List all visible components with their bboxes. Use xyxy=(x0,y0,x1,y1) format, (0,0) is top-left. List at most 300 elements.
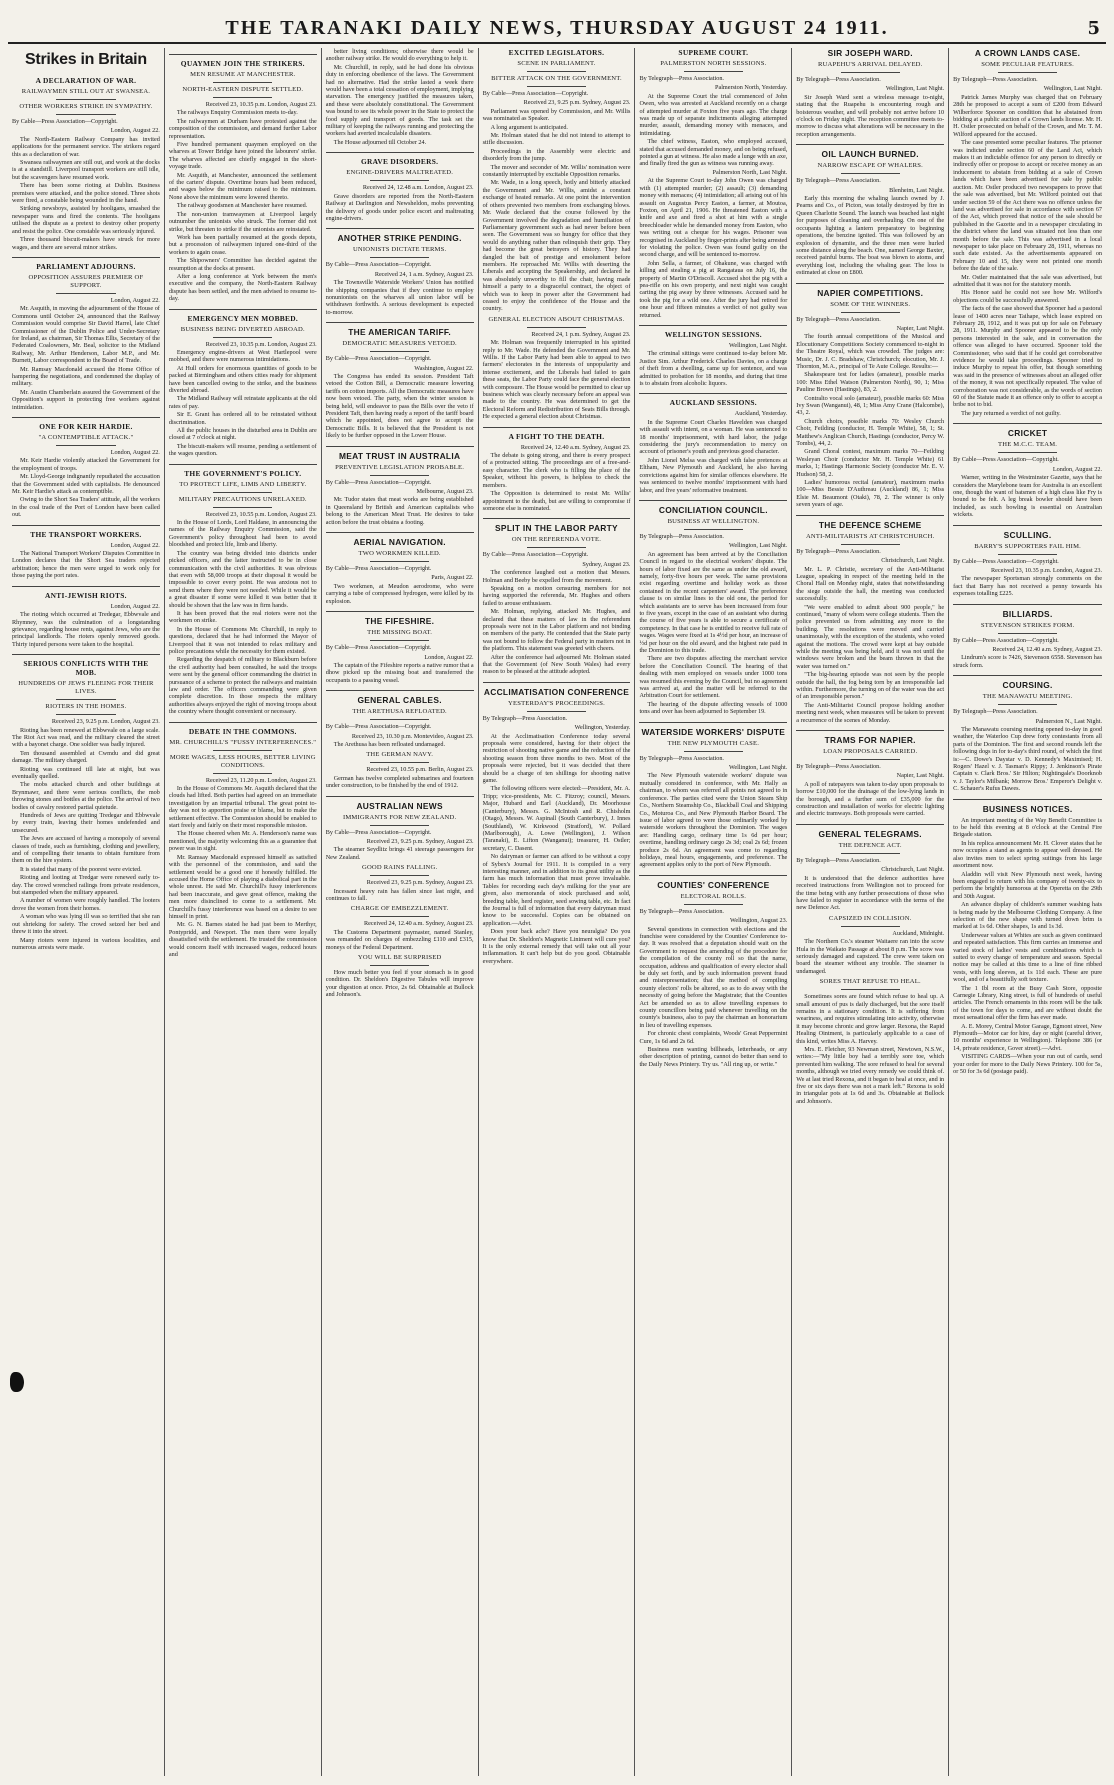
article-headline: BUSINESS NOTICES. xyxy=(953,799,1102,814)
article-headline: BILLIARDS. xyxy=(953,604,1102,619)
article-subhead: ENGINE-DRIVERS MALTREATED. xyxy=(346,169,454,177)
article-body xyxy=(953,726,1102,793)
article-paragraph: Ten thousand assembled at Cwmdu and did great damage. The military charged. xyxy=(12,749,160,765)
article-paragraph: For chronic chest complaints, Woods' Great Peppermint Cure, 1s 6d and 2s 6d. xyxy=(639,1030,788,1045)
article-columns xyxy=(8,48,1106,1776)
masthead-title: THE TARANAKI DAILY NEWS, THURSDAY AUGUST 24 1911. xyxy=(225,16,889,39)
article-paragraph: "The big-hearing episode was not seen by the people outside the hall, the fog being torn by an irresponsible lad within. Furthermore, the turning on of the water was the act of an irresponsible person." xyxy=(796,671,945,701)
subhead-rule xyxy=(370,475,429,476)
article-body xyxy=(639,177,787,319)
article-subhead: ELECTORAL ROLLS. xyxy=(680,892,747,900)
article-dateline: Received 23, 10.30 p.m. Montevideo, August 23. xyxy=(351,732,474,740)
article-subhead: GOOD RAINS FALLING. xyxy=(362,864,438,872)
article-subhead: YOU WILL BE SURPRISED xyxy=(357,954,442,962)
article-byline: By Telegraph—Press Association. xyxy=(639,907,724,915)
article-paragraph: The Shipowners' Committee has decided against the resumption at the docks at present. xyxy=(168,257,317,272)
article-dateline: Received 24, 12.40 a.m. Sydney, August 23. xyxy=(992,645,1103,653)
article-dateline: Christchurch, Last Night. xyxy=(881,557,945,565)
subhead-rule xyxy=(56,114,115,115)
article-paragraph: His Honor said he could not see how Mr. Wilford's objections could be successfully answered. xyxy=(953,289,1103,304)
article-body xyxy=(169,519,317,716)
article-subhead: GENERAL ELECTION ABOUT CHRISTMAS. xyxy=(488,315,625,323)
article-byline: By Cable—Press Association—Copyright. xyxy=(953,456,1059,464)
article-paragraph: The criminal sittings were continued to-day before Mr. Justice Sim. Arthur Frederick Charles Davies, on a charge of theft from a dwelling, came up for sentence, and was admitted to probation for 18 months, and during that time is to abstain from alcoholic liquors. xyxy=(639,350,788,388)
article-dateline: Wellington, August 23. xyxy=(730,917,788,925)
article-dateline: Received 24, 12.40 a.m. Sydney, August 23. xyxy=(520,443,631,451)
article-body xyxy=(12,611,160,648)
subhead-rule xyxy=(527,547,586,548)
article-byline: By Cable—Press Association—Copyright. xyxy=(482,551,589,559)
article-subhead: MILITARY PRECAUTIONS UNRELAXED. xyxy=(178,495,307,503)
article-paragraph: It has been proved that the real rioters were not the workmen on strike. xyxy=(168,609,317,625)
article-dateline: Palmerston North, Last Night. xyxy=(712,168,788,176)
article-dateline: Received 23, 10.35 p.m. London, August 23. xyxy=(205,101,317,108)
article-headline: GRAVE DISORDERS. xyxy=(326,152,474,166)
article-subhead: RAILWAYMEN STILL OUT AT SWANSEA. xyxy=(21,88,151,95)
article-headline: PARLIAMENT ADJOURNS. xyxy=(12,257,160,271)
article-subhead: UNIONISTS DICTATE TERMS. xyxy=(352,246,447,254)
subhead-rule xyxy=(56,699,115,700)
article-subhead: BARRY'S SUPPORTERS FAIL HIM. xyxy=(974,542,1081,550)
column-6 xyxy=(792,48,949,1776)
subhead-rule xyxy=(213,337,272,338)
article-dateline: Received 24, 12.48 a.m. London, August 23. xyxy=(362,184,474,192)
subhead-rule xyxy=(527,327,586,328)
article-dateline: Received 24, 12.40 a.m. Sydney, August 23. xyxy=(363,920,474,928)
article-headline: THE AMERICAN TARIFF. xyxy=(326,322,474,337)
article-paragraph: Owing to the Short Sea Traders' attitude, all the workers in the coal trade of the Port of London have been called out. xyxy=(12,496,160,519)
article-body xyxy=(639,551,787,716)
article-paragraph: The 1 Ibl room at the Busy Cash Store, opposite Carnegie Library, King street, is full of hundreds of useful articles. The French ornaments in this room will be the talk of the town for days to come, and are without doubt the most sensational offer the firm has ever made. xyxy=(953,984,1103,1022)
article-paragraph: The Manawatu coursing meeting opened to-day in good weather, the Waterloo Cup drew forty contestants from all parts of the Dominion. The first and second rounds left the following dogs in for to-day's third round, of which the first is:—C. Dowe's Daystar v. D. Kennedy's Maximised; H. Rogers' Hazel v. J. Tasman's Rippy; J. Jenkinson's Pirate Captain v. Clark Bros.' Sir Hilton; Nightingale's Doorknob v. J. Taylor's Milbank; Morrow Bros.' Emperor's Delight v. C. Schauer's Rufus Dawes. xyxy=(953,726,1103,793)
article-subhead: LOAN PROPOSALS CARRIED. xyxy=(823,748,918,756)
article-headline: ONE FOR KEIR HARDIE. xyxy=(12,417,160,431)
article-headline: ACCLIMATISATION CONFERENCE xyxy=(483,682,631,697)
article-subhead: NARROW ESCAPE OF WHALERS. xyxy=(817,162,923,170)
article-paragraph: The Congress has ended its session. President Taft vetoed the Cotton Bill, a Democratic measure lowering tariffs on cotton imports. All the Democratic measures have now been vetoed. The party, when the winter session is being held, will endeavor to pass the Bills over the veto if President Taft, then having ready a report of the tariff board which he appointed, does not agree to accept the Democratic Bills. It is believed that the President is not likely to be further opposed in the Lower House. xyxy=(325,372,474,440)
article-paragraph: Grave disorders are reported from the North-Eastern Railway at Darlington and Newsheldon, mobs preventing the delivery of goods under police escort and maltreating engine-drivers. xyxy=(325,192,474,222)
subhead-rule xyxy=(370,257,429,258)
article-paragraph: Many rioters were injured in various localities, and numerous arrests were made. xyxy=(12,936,160,951)
article-headline: SIR JOSEPH WARD. xyxy=(827,48,913,58)
article-body xyxy=(169,785,317,958)
subhead-rule xyxy=(841,312,900,313)
page-number: 5 xyxy=(1087,18,1100,39)
article-paragraph: Mr. Asquith, at Manchester, announced the settlement of the carters' dispute. Overtime hours had been reduced, and wages below the minimum raised to the minimum. None above the minimum were lowered thereto. xyxy=(168,171,317,201)
article-paragraph: Striking newsboys, assisted by hooligans, smashed the newspaper vans and fired the contents. The hooligans utilised the dispute as a pretext to destroy other property and resist the police. One constable was seriously injured. xyxy=(12,205,160,235)
article-paragraph: Mr. Lloyd-George indignantly repudiated the accusation that the Government sided with capitalists. He denounced Mr. Keir Hardie's attack as contemptible. xyxy=(12,473,160,496)
article-headline: CONCILIATION COUNCIL. xyxy=(639,500,787,515)
subhead-rule xyxy=(370,916,429,917)
article-dateline: Washington, August 22. xyxy=(414,364,474,372)
article-paragraph: The Opposition is determined to resist Mr. Willis' appointment to the death, but are willing to compromise if someone else is nominated. xyxy=(482,490,631,512)
subhead-rule xyxy=(684,529,743,530)
article-byline: By Telegraph—Press Association. xyxy=(796,547,881,555)
article-paragraph: The Jews are accused of having a monopoly of several classes of trade, such as furnishing, clothing and jewellery, and of compelling their tenants to obtain furniture from them on the hire system. xyxy=(12,835,160,865)
column-banner: Strikes in Britain xyxy=(25,51,147,68)
article-headline: DEBATE IN THE COMMONS. xyxy=(169,722,317,736)
article-dateline: London, August 22. xyxy=(110,541,160,549)
article-paragraph: Shakespeare test for ladies (amateur), possible marks 100: Miss Ethel Watson (Palmerston North), 90, 1; Miss Pauline Brown (Hastings), 83, 2. xyxy=(796,371,945,394)
article-paragraph: The Midland Railway will reinstate applicants at the old rates of pay. xyxy=(168,395,317,410)
article-paragraph: The conference laughed out a motion that Messrs. Holman and Beeby be expelled from the movement. xyxy=(482,569,631,584)
article-byline: By Telegraph—Press Association. xyxy=(796,763,881,771)
column-7 xyxy=(949,48,1106,1776)
article-dateline: Palmerston N., Last Night. xyxy=(1035,717,1103,725)
article-paragraph: Warner, writing in the Westminster Gazette, says that he considers the Marylebone team for Australia is an excellent one, though the want of batsmen of a high class like Fry is bound to be felt. A leg break bowler should have been included, as such bowling is essential on Australian wickets. xyxy=(953,474,1103,519)
article-paragraph: Church choirs, possible marks 70: Wesley Church Choir, Feilding (conductor, H. Temple White), 58, 1; St. Matthew's Anglican Church, Hastings (conductor, Percy W. Tombs), 44, 2. xyxy=(796,417,945,448)
subhead-rule xyxy=(527,711,586,712)
subhead-rule xyxy=(213,507,272,508)
article-paragraph: A. E. Morey, Central Motor Garage, Egmont street, New Plymouth—Motor car for hire, day or night (careful driver, 10 months' experience in Wellington). Telephone 386 (or 14, private residence, Gover street).—Advt. xyxy=(953,1022,1103,1052)
article-paragraph: Aladdin will visit New Plymouth next week, having been engaged to return with his company of twenty-six to perform the brightly humorous at the Operetta on the 29th and 30th August. xyxy=(953,870,1103,900)
article-paragraph: The National Transport Workers' Disputes Committee in London declares that the Short Sea traders rejected arbitration; hence the men were urged to work only for those paying the port rates. xyxy=(12,550,160,580)
article-subhead: SOME OF THE WINNERS. xyxy=(830,300,911,308)
article-dateline: Wellington, Last Night. xyxy=(729,764,788,772)
article-subhead: DEMOCRATIC MEASURES VETOED. xyxy=(342,340,457,348)
subhead-rule xyxy=(370,351,429,352)
article-byline: By Cable—Press Association—Copyright. xyxy=(482,90,589,97)
column-2 xyxy=(165,48,322,1776)
article-dateline: Wellington, Last Night. xyxy=(885,85,945,93)
article-byline: By Cable—Press Association—Copyright. xyxy=(325,565,432,573)
article-byline: By Telegraph—Press Association. xyxy=(796,315,881,323)
article-paragraph: The case presented some peculiar features. The prisoner was indicted under section 60 of the Land Act, which makes it an indictable offence for any person to directly or indirectly offer or propose to accept or receive money as an inducement to abstain from bidding at a sale of Crown lands which have been advertised for sale by public auction. Mr. Ostler produced two newspapers to prove that the sale was advertised, but Mr. Wilford pointed out that under section 59 of the Act there was no offence unless the land was advertised for sale in accordance with section 67 of the Act, which proved that notice of the sale should be published in the Gazette and in a newspaper circulating in the district where the land was situated not less than one month before the sale. This was advertised in a local newspaper to take place on February 28, 1911, whereas no such date existed. As the advertisements appeared on February 10 and 15, they were not printed one month before the date of the sale. xyxy=(953,139,1103,273)
article-subhead: THE MANAWATU MEETING. xyxy=(982,693,1073,701)
article-byline: By Cable—Press Association—Copyright. xyxy=(953,557,1059,565)
article-paragraph: The House adjourned till October 24. xyxy=(333,138,427,146)
article-paragraph: Mr. L. P. Christie, secretary of the Anti-Militarist League, speaking in respect of the meeting held in the Choral Hall on Monday night, states that notwithstanding the siege outside the hall, the meeting was conducted successfully. xyxy=(796,565,945,603)
article-body xyxy=(483,108,631,313)
article-body xyxy=(796,566,944,725)
article-subhead: SCENE IN PARLIAMENT. xyxy=(517,60,596,67)
article-paragraph: A woman who was lying ill was so terrified that she ran out shrieking for safety. The crowd seized her bed and threw it into the street. xyxy=(12,913,160,936)
article-headline: WATERSIDE WORKERS' DISPUTE xyxy=(639,722,787,737)
article-subhead: "A CONTEMPTIBLE ATTACK." xyxy=(38,434,134,441)
article-paragraph: All the public houses in the disturbed area in Dublin are closed at 7 o'clock at night. xyxy=(168,427,317,442)
article-subhead: THE MISSING BOAT. xyxy=(367,629,433,637)
article-paragraph: Incessant heavy rain has fallen since last night, and continues to fall. xyxy=(325,887,474,902)
article-byline: By Cable—Press Association—Copyright. xyxy=(325,478,432,486)
article-paragraph: It is understood that the defence authorities have received instructions from Wellington not to proceed for the time being with any further prosecutions of those who have failed to register in accordance with the terms of the new Defence Act. xyxy=(796,874,945,912)
article-headline: OIL LAUNCH BURNED. xyxy=(796,144,944,159)
article-paragraph: Sir E. Grant has ordered all to be reinstated without discrimination. xyxy=(168,411,317,426)
article-paragraph: Rioting was continued till late at night, but was eventually quelled. xyxy=(12,765,160,780)
article-headline: EMERGENCY MEN MOBBED. xyxy=(169,309,317,323)
article-paragraph: The Townsville Waterside Workers' Union has notified the shipping companies that if they continue to employ nonunionists on the wharves all union labor will be withdrawn forthwith. A serious development is expected to-morrow. xyxy=(325,279,474,316)
subhead-rule xyxy=(370,561,429,562)
article-subhead: OTHER WORKERS STRIKE IN SYMPATHY. xyxy=(19,103,153,110)
article-body xyxy=(796,875,944,912)
article-paragraph: Early this morning the whaling launch owned by J. Pearns and Co., of Picton, was totally destroyed by fire in Queen Charlotte Sound. The launch was beached last night for purposes of cleaning and overhauling. On one of the occupants lighting a lantern preparatory to beginning operations, the benzine ignited. This was followed by an explosion of dynamite, and the three men were hurled some distance along the beach. One, named George Baxter, received painful burns. The boat was blown to atoms, and everything lost, including the whaling gear. The loss is estimated at close on £800. xyxy=(796,195,945,277)
article-dateline: Received 23, 10.55 p.m. London, August 23. xyxy=(205,510,317,518)
article-body xyxy=(483,452,631,512)
article-subhead: SORES THAT REFUSE TO HEAL. xyxy=(819,978,921,986)
article-headline: ANOTHER STRIKE PENDING. xyxy=(326,228,474,243)
article-paragraph: An advance display of children's summer washing hats is being made by the Melbourne Clothing Company. A fine selection of the new shape with turned down brim is marked at 1s 6d. Other shapes, 1s and 1s 3d. xyxy=(953,901,1103,931)
article-body xyxy=(796,333,944,508)
article-paragraph: Mr. Tudor states that meat works are being established in Queensland by British and American capitalists who belong to the American Meat Trust. He desires to take action before the trust obtains a footing. xyxy=(325,496,474,526)
article-headline: SUPREME COURT. xyxy=(678,48,749,57)
article-paragraph: After a long conference at York between the men's executive and the company, the North-Eastern Railway dispute has been settled, and the men advised to resume to-day. xyxy=(168,272,317,303)
subhead-rule xyxy=(370,825,429,826)
article-byline: By Telegraph—Press Association. xyxy=(639,532,724,540)
article-paragraph: The jury returned a verdict of not guilty. xyxy=(961,409,1061,417)
article-headline: A DECLARATION OF WAR. xyxy=(35,76,137,85)
article-paragraph: In the House of Commons Mr. Churchill, in reply to questions, declared that he had informed the Mayor of Liverpool that it was not intended to relax military and police precautions while the necessity for them existed. xyxy=(168,625,317,655)
article-paragraph: Mr. Holman stated that he did not intend to attempt to stifle discussion. xyxy=(482,132,631,147)
article-body xyxy=(12,457,160,518)
article-paragraph: It is stated that many of the poorest were evicted. xyxy=(20,865,142,873)
article-paragraph: VISITING CARDS—When your run out of cards, send your order for more to the Daily News Printery. 100 for 5s, or 50 for 3s 6d (postage paid). xyxy=(953,1053,1103,1076)
subhead-rule xyxy=(684,904,743,905)
article-paragraph: Mr. Keir Hardie violently attacked the Government for the employment of troops. xyxy=(12,457,160,472)
subhead-rule xyxy=(56,293,115,294)
subhead-rule xyxy=(370,762,429,763)
article-paragraph: The railwaymen at Durham have protested against the composition of the commission, and demand further Labor representation. xyxy=(168,117,317,140)
article-paragraph: The House cheered when Mr. A. Henderson's name was mentioned, the majority welcoming this as a guarantee that power was in sight. xyxy=(168,830,317,853)
subhead-rule xyxy=(213,82,272,83)
article-paragraph: Grand Choral contest, maximum marks 70—Feilding Wesleyan Choir (conductor Mr. H. Temple White) 61 marks, 1; Hastings Harmonic Society (conductor Mr. E. V. Hudson) 58, 2. xyxy=(796,448,945,478)
article-subhead: ON THE REFERENDA VOTE. xyxy=(511,536,602,544)
article-paragraph: The fourth annual competitions of the Musical and Elocutionary Competitions Society commenced to-night in the Theatre Royal, which was crowded. The judges are: Music, Dr. J. C. Bradshaw, Christchurch; elocution, Mr. J. Thornton, M.A., principal of Te Aute College. Results:— xyxy=(796,333,945,370)
article-headline: SPLIT IN THE LABOR PARTY xyxy=(483,518,631,533)
article-paragraph: After the conference had adjourned Mr. Holman stated that the Government (of New South Wales) had every reason to be pleased at the attitude adopted. xyxy=(482,653,631,676)
article-paragraph: Mr. Holman was frequently interrupted in his spirited reply to Mr. Wade. He defended the Government and Mr. Willis. If the Labor Party had been able to appeal to two farmers' electorates in the interests of unpopularity and intense excitement, and the Liberals had failed to gain these seats, the Labor Party could face the general election with composure. The House would be permitted to clear up business which was clearly necessary before an appeal was made to the country. He was determined to get the Electoral Reform and Redistribution of Seats Bills through. He expected a general election about Christmas. xyxy=(482,339,631,421)
article-dateline: Napier, Last Night. xyxy=(896,324,945,332)
article-subhead: THE GERMAN NAVY. xyxy=(366,751,434,759)
article-paragraph: In his replica announcement Mr. H. Clover states that he now occupies a stand as agents to appear well dressed. He also invites men to select spring suitings from his large assortment now. xyxy=(953,839,1103,870)
subhead-rule xyxy=(998,554,1058,555)
article-headline: SERIOUS CONFLICTS WITH THE MOB. xyxy=(12,654,160,677)
article-body xyxy=(326,775,474,790)
article-dateline: Auckland, Midnight. xyxy=(892,929,945,937)
article-paragraph: Emergency engine-drivers at West Hartlepool were mobbed, and there were numerous intimidations. xyxy=(168,348,317,364)
article-byline: By Telegraph—Press Association. xyxy=(953,76,1038,83)
article-body xyxy=(326,969,474,999)
article-subhead: THE NEW PLYMOUTH CASE. xyxy=(667,739,760,747)
article-paragraph: John Sella, a farmer, of Ohakune, was charged with killing and stealing a pig at Rangataua on July 16, the property of Martin O'Driscoll. Accused shot the pig with a pea-rifle on his own property, and next night was caught carting the pig away by three witnesses. Accused said he took the pig for a wild one. After the jury had retired for one hour and fifteen minutes a verdict of not guilty was returned. xyxy=(639,259,788,319)
article-subhead: BUSINESS AT WELLINGTON. xyxy=(667,517,760,525)
subhead-rule xyxy=(841,926,900,927)
article-paragraph: Ladies' humorous recital (amateur), maximum marks 100—Miss Bessie D'Authreau (Auckland) 86, 1; Miss Elsie M. Beaumont (Otaki), 78, 2. The winner is only seven years of age. xyxy=(796,479,945,509)
article-subhead: THE M.C.C. TEAM. xyxy=(998,441,1058,449)
article-subhead: IMMIGRANTS FOR NEW ZEALAND. xyxy=(342,813,457,821)
article-headline: WELLINGTON SESSIONS. xyxy=(639,325,787,339)
subhead-rule xyxy=(684,71,743,72)
article-subhead: RIOTERS IN THE HOMES. xyxy=(45,703,127,711)
article-byline: By Cable—Press Association—Copyright. xyxy=(325,723,432,731)
article-body xyxy=(953,575,1102,597)
article-dateline: Received 23, 10.35 p.m. London, August 23. xyxy=(205,340,317,348)
article-headline: THE GOVERNMENT'S POLICY. xyxy=(169,464,317,478)
article-subhead: PREVENTIVE LEGISLATION PROBABLE. xyxy=(335,463,465,471)
article-headline: EXCITED LEGISLATORS. xyxy=(508,48,605,57)
subhead-rule xyxy=(56,714,115,715)
article-paragraph: A number of women were roughly handled. The looters drove the women from their homes. xyxy=(12,897,160,912)
column-1 xyxy=(8,48,165,1776)
article-dateline: Blenheim, Last Night. xyxy=(889,186,945,194)
subhead-rule xyxy=(841,759,900,760)
article-byline: By Cable—Press Association—Copyright. xyxy=(12,118,118,125)
article-paragraph: Does your back ache? Have you neuralgia? Do you know that Dr. Sheldon's Magnetic Liniment will cure you? It is the only external remedy that will take out all your inflammation. It can't help but do you good. Obtainable everywhere. xyxy=(482,928,631,965)
article-body xyxy=(12,136,160,251)
article-headline: SCULLING. xyxy=(953,525,1102,540)
article-byline: By Telegraph—Press Association. xyxy=(796,76,881,83)
article-paragraph: Three thousand biscuit-makers have struck for more wages, and there are several minor strikes. xyxy=(12,236,160,251)
article-subhead: NORTH-EASTERN DISPUTE SETTLED. xyxy=(182,86,304,93)
article-byline: By Telegraph—Press Association. xyxy=(796,856,881,864)
subhead-rule xyxy=(527,86,586,87)
article-dateline: Received 24, 1 p.m. Sydney, August 23. xyxy=(531,330,631,338)
article-paragraph: The steamer Seydlitz brings 41 steerage passengers for New Zealand. xyxy=(325,846,474,861)
article-dateline: Wellington, Last Night. xyxy=(729,542,788,550)
article-paragraph: Mr. Ostler maintained that the sale was advertised, but admitted that it was not for the statutory month. xyxy=(953,273,1103,288)
article-body xyxy=(326,846,474,861)
article-byline: By Cable—Press Association—Copyright. xyxy=(325,355,432,363)
article-paragraph: Rioting and looting at Tredgar were renewed early to-day. The crowd wrenched railings from private residences, but stampeded when the military appeared. xyxy=(12,874,160,897)
subhead-rule xyxy=(56,445,115,446)
article-dateline: London, August 22. xyxy=(110,127,160,135)
article-subhead: CHARGE OF EMBEZZLEMENT. xyxy=(350,905,449,913)
subhead-rule xyxy=(841,72,900,73)
masthead xyxy=(8,14,1106,44)
article-paragraph: Mr. Churchill, in reply, said he had done his obvious duty in enforcing obedience of the laws. The Government had no alternative. Had the strike lasted a week there would have been a total cessation of employment, implying starvation. The emergency justified the measures taken, and these were absolutely constitutional. The Government was bound to see its whole power in the State to protect the food supply and transport of goods. The task set the military of keeping the railways running and protecting the workers had averted incalculable disasters. xyxy=(325,63,474,138)
article-paragraph: In the House of Lords, Lord Haldane, in announcing the names of the Railway Enquiry Commission, said the Government's policy throughout had been to avoid bloodshed and protect life, limb and liberty. xyxy=(168,519,317,549)
article-subhead: OPPOSITION ASSURES PREMIER OF SUPPORT. xyxy=(28,273,144,289)
column-3 xyxy=(322,48,479,1776)
subhead-rule xyxy=(213,97,272,98)
article-headline: AERIAL NAVIGATION. xyxy=(326,532,474,547)
article-paragraph: Rioting has been renewed at Ebbwvale on a large scale. The Riot Act was read, and the military cleared the street with a bayonet charge. One soldier was badly injured. xyxy=(12,726,160,749)
article-paragraph: At the Supreme Court the trial commenced of John Owen, who was arrested at Auckland recently on a charge of attempted murder at Foxton five years ago. The charge was made up of separate indictments alleging attempted murder, assault, demanding money with menaces, and intimidating. xyxy=(639,92,788,137)
article-paragraph: Parliament was opened by Commission, and Mr. Willis was nominated as Speaker. xyxy=(482,107,631,123)
article-paragraph: The newspaper Sportsman strongly comments on the fact that Barry has not received a penny towards his expenses totalling £225. xyxy=(953,575,1103,598)
subhead-rule xyxy=(213,773,272,774)
article-paragraph: Business men wanting billheads, letterheads, or any other description of printing, cannot do better than send to the Daily News Printery. Try us. "All ring up, or write." xyxy=(639,1046,788,1068)
article-paragraph: Proceedings in the Assembly were electric and disorderly from the jump. xyxy=(482,147,631,163)
article-paragraph: The captain of the Fifeshire reports a native rumor that a dhow picked up the missing boat and transferred the occupants to a passing vessel. xyxy=(325,661,474,684)
subhead-rule xyxy=(684,751,743,752)
subhead-rule xyxy=(998,72,1058,73)
article-subhead: ANTI-MILITARISTS AT CHRISTCHURCH. xyxy=(805,532,935,540)
subhead-rule xyxy=(370,965,429,966)
article-subhead: HUNDREDS OF JEWS FLEEING FOR THEIR LIVES. xyxy=(18,680,154,696)
article-dateline: Melbourne, August 23. xyxy=(416,488,474,496)
article-body xyxy=(483,339,631,420)
subhead-rule xyxy=(370,180,429,181)
article-body xyxy=(796,195,944,276)
article-body xyxy=(12,550,160,580)
article-paragraph: Hundreds of Jews are quitting Tredegar and Ebbwvale by every train, leaving their homes undefended and unsecured. xyxy=(12,812,160,834)
article-paragraph: The country was being divided into districts under picked officers, and the latter instructed to be in close communication with the civil authorities. It was obvious that even with 58,000 troops at their disposal it would be impossible to cover every point. He was anxious not to send them where they were not needed. While it would be a great disaster if some were killed it was better that it should be shown that the law was in firm hands. xyxy=(168,549,317,609)
article-dateline: Auckland, Yesterday. xyxy=(734,410,788,418)
article-headline: THE DEFENCE SCHEME xyxy=(796,515,944,530)
subhead-rule xyxy=(841,173,900,174)
article-paragraph: Mr. G. N. Barnes stated he had just been to Merthyr, Pontypridd, and Newport. The men there were loyally dissatisfied with the settlement. He trusted the commission would concern itself with increased wages, reduced hours and xyxy=(168,921,317,958)
article-body xyxy=(326,888,474,903)
article-headline: QUAYMEN JOIN THE STRIKERS. xyxy=(169,54,317,68)
article-body xyxy=(483,569,631,676)
article-paragraph: Mr. Asquith, in moving the adjournment of the House of Commons until October 24, announced that the Railway Commission would comprise Sir David Harrel, late Chief Commissioner of the Dublin Police and Under-Secretary for Ireland, as chairman, Sir Thomas Ellis, Secretary of the Federated Coalowners, Mr. Beal, solicitor to the Midland Railway, Mr. Arthur Henderson, Labor M.P., and Mr. Burnett, Labor correspondent to the Board of Trade. xyxy=(12,305,160,365)
article-paragraph: The mover and seconder of Mr. Willis' nomination were constantly interrupted by excitable Opposition remarks. xyxy=(482,163,631,179)
article-body xyxy=(953,94,1102,417)
article-headline: A CROWN LANDS CASE. xyxy=(974,48,1081,58)
article-paragraph: The mobs attacked church and other buildings at Brynmawr, and there were serious conflicts, the mob throwing stones and bottles at the police. The arrival of two bodies of cavalry restored partial quietude. xyxy=(12,781,160,811)
article-byline: By Telegraph—Press Association. xyxy=(796,177,881,185)
article-dateline: Wellington, Last Night. xyxy=(1043,85,1103,93)
article-dateline: Received 23, 9.25 p.m. Sydney, August 23. xyxy=(523,99,631,107)
article-paragraph: A poll of ratepayers was taken to-day upon proposals to borrow £10,000 for the drainage of the low-lying lands in the borough, and a further sum of £35,000 for the construction and installation of works for electric lighting and electric tramways. Both proposals were carried. xyxy=(796,780,945,818)
subhead-rule xyxy=(998,633,1058,634)
article-paragraph: John Lionel Melsa was charged with false pretences at Eltham, New Plymouth and Auckland, he also having convictions against him for similar offences elsewhere. He was sentenced to twelve months' imprisonment with hard labor, and five years' reformative treatment. xyxy=(639,456,788,494)
article-paragraph: The rioting which occurred at Tredegar, Ebbwvale and Rhymney, was the culmination of a longstanding grievance, regarding house rents, against Jews, who are the principal landlords. The rioters openly removed goods. Thirty injured persons were taken to the hospital. xyxy=(12,611,160,648)
column-5 xyxy=(635,48,792,1776)
article-body xyxy=(639,93,787,168)
subhead-rule xyxy=(370,875,429,876)
article-headline: THE FIFESHIRE. xyxy=(326,611,474,626)
article-headline: TRAMS FOR NAPIER. xyxy=(796,730,944,745)
article-paragraph: An important meeting of the Way Benefit Committee is to be held this evening at 8 o'clock at the Central Fire Brigade station. xyxy=(953,816,1103,839)
article-body xyxy=(169,109,317,302)
article-paragraph: Mr. Ramsay Macdonald accused the Home Office of hampering the negotiations, and condemned the display of military. xyxy=(12,365,160,388)
subhead-rule xyxy=(841,989,900,990)
article-body xyxy=(639,926,787,1069)
article-dateline: Wellington, Yesterday. xyxy=(574,724,631,732)
article-paragraph: The following officers were elected:—President, Mr. A. Tripp; vice-presidents, Mr. C. Fitzroy; council, Messrs. Major, Hubard and Earl (Auckland), Dr. Moorhouse (Canterbury), Messrs. G. McIntosh and R. Chisholm (Otago), Messrs. W. Aspinall (South Canterbury), J. Innes (Southland), W. Kirkwood (Stratford), W. Pollard (Marlborough), A. Lowe (Wellington), J. Wilson (Taranaki), E. Lifton (Wanganui); treasurer, H. Ostler; secretary, C. Dasent. xyxy=(482,785,631,852)
article-paragraph: Mr. Ramsay Macdonald expressed himself as satisfied with the personnel of the commission, and said the settlement would be a good one if honestly fulfilled. He accused the Home Office of playing a diabolical part in the whole unrest. He said Mr. Churchill's fussy interferences had been inaccurate, and gave great offence, making the men more disinclined to come to a settlement. Mr. Churchill's fussy interference was based on a desire to see himself in print. xyxy=(168,853,317,920)
article-paragraph: Speaking on a motion censuring members for not having supported the referenda, Mr. Hughes and others failed to arouse enthusiasm. xyxy=(482,584,631,607)
article-paragraph: The Northern Co.'s steamer Waitaere ran into the scow Hula in the Waikato Passage at about 8 p.m. The scow was seriously damaged and capsized. The crew were taken on board the steamer without any trouble. The steamer is undamaged. xyxy=(796,938,945,975)
article-dateline: Palmerston North, Yesterday. xyxy=(715,84,788,92)
article-paragraph: The railway goodsmen at Manchester have resumed. xyxy=(176,202,308,210)
article-body xyxy=(796,781,944,818)
article-body xyxy=(639,772,787,868)
article-dateline: Received 23, 9.25 p.m. London, August 23. xyxy=(51,718,160,726)
article-paragraph: Mrs. E. Fletcher, 93 Newman street, Newtown, N.S.W., writes:—"My little boy had a terribly sore toe, which prevented him walking. The sore refused to heal for several months, although we tried every remedy we could think of. We at last tried Rexona, and it began to heal at once, and in five or six days there was not a mark left." Rexona is sold in triangular pots at 1s 6d and 3s. Obtainable at Bullock and Johnson's. xyxy=(796,1046,945,1105)
article-body xyxy=(639,350,787,387)
article-body xyxy=(639,419,787,494)
article-subhead: TO PROTECT LIFE, LIMB AND LIBERTY. xyxy=(179,480,307,488)
article-byline: By Cable—Press Association—Copyright. xyxy=(953,636,1059,644)
article-dateline: London, August 22. xyxy=(424,653,474,661)
article-dateline: Received 23, 10.55 p.m. Berlin, August 23. xyxy=(366,766,474,774)
article-subhead: MEN RESUME AT MANCHESTER. xyxy=(190,71,296,78)
article-body xyxy=(796,993,944,1105)
article-byline: By Telegraph—Press Association. xyxy=(639,754,724,762)
article-paragraph: The railways Enquiry Commission meets to-day. xyxy=(176,109,298,117)
article-body xyxy=(326,193,474,223)
article-dateline: London, August 22. xyxy=(110,602,160,610)
article-paragraph: Swansea railwaymen are still out, and work at the docks is at a standstill. Liverpool transport workers are still idle, but the scavengers have resumed work. xyxy=(12,159,160,181)
article-paragraph: In the Supreme Court Charles Havelden was charged with assault with intent, on a woman. He was sentenced to 18 months' imprisonment, with hard labor, the judge considering the jury's recommendation to mercy on account of prisoner's youth and previous good character. xyxy=(639,418,788,456)
article-paragraph: The North-Eastern Railway Company has invited applications for the permanent service. The strikers regard this as a declaration of war. xyxy=(12,135,160,158)
article-body xyxy=(483,853,631,965)
article-dateline: Sydney, August 23. xyxy=(582,560,631,568)
article-subhead: PALMERSTON NORTH SESSIONS. xyxy=(660,60,767,67)
article-paragraph: At Hull orders for enormous quantities of goods to be packed at Birmingham and others cities ready for shipment have been cancelled owing to the strike, and the business diverted abroad. xyxy=(168,364,317,394)
article-body xyxy=(12,305,160,411)
article-paragraph: The Customs Department paymaster, named Stanley, was remanded on charges of embezzling £110 and £315, moneys of the Federal Department. xyxy=(325,928,474,951)
subhead-rule xyxy=(998,452,1058,453)
article-paragraph: There has been some rioting at Dublin. Business premises were attacked, and the police stoned. Three shots were fired, a constable being wounded in the hand. xyxy=(12,182,160,205)
article-body xyxy=(12,727,160,952)
subhead-rule xyxy=(370,640,429,641)
article-dateline: Received 23, 9.25 p.m. Sydney, August 23. xyxy=(366,837,474,845)
article-paragraph: In the House of Commons Mr. Asquith declared that the clouds had lifted. Both parties had agreed on an immediate investigation by an impartial tribunal. The great point to-day was not to apportion praise or blame, but to make the settlement effective. The Commission should be enabled to start freely and fairly on their most responsible mission. xyxy=(168,785,317,830)
article-paragraph: Sir Joseph Ward sent a wireless message to-night, stating that the Ruapehu is encountering rough and boisterous weather, and will probably not arrive before 10 o'clock on Friday night. The reception committee meets to-morrow to discuss what alterations will be necessary in the reception arrangements. xyxy=(796,93,945,138)
subhead-rule xyxy=(213,750,272,751)
